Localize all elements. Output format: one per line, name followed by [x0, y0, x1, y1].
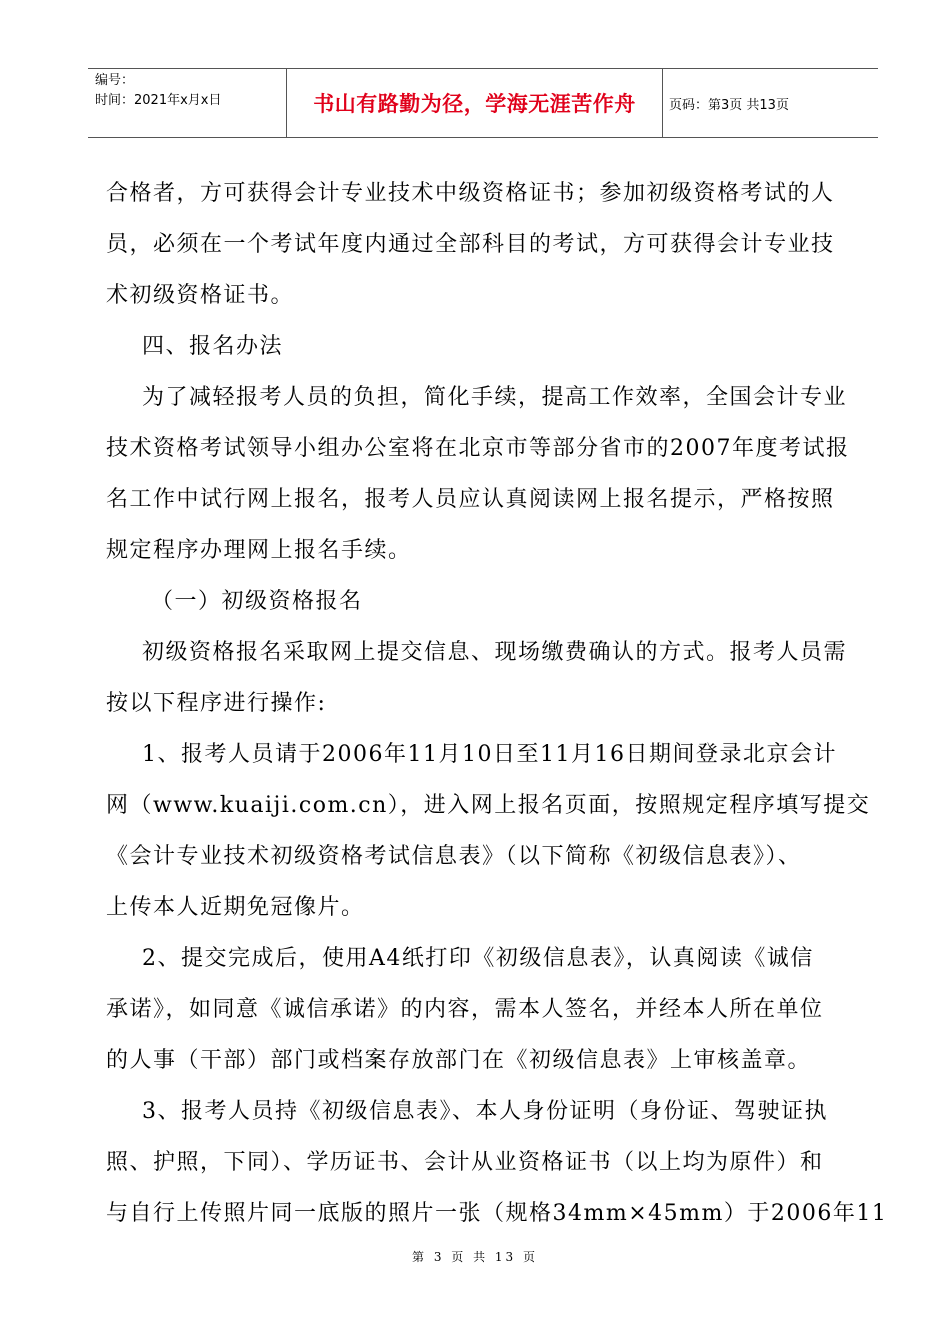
body-line: 技术资格考试领导小组办公室将在北京市等部分省市的2007年度考试报 [106, 436, 850, 461]
body-line: 2、提交完成后，使用A4纸打印《初级信息表》，认真阅读《诚信 [142, 946, 814, 971]
body-line: 1、报考人员请于2006年11月10日至11月16日期间登录北京会计 [142, 742, 837, 767]
body-line: 与自行上传照片同一底版的照片一张（规格34mm×45mm）于2006年11 [106, 1201, 888, 1226]
paragraph-online-registration [106, 372, 866, 576]
header-page-number: 页码：第3页 共13页 [669, 97, 789, 113]
subsection-heading-primary [106, 576, 866, 627]
body-line: 的人事（干部）部门或档案存放部门在《初级信息表》上审核盖章。 [106, 1048, 812, 1073]
document-body [106, 168, 888, 1239]
body-line: 术初级资格证书。 [106, 283, 295, 308]
paragraph-step-3 [106, 1086, 888, 1239]
body-line: 3、报考人员持《初级信息表》、本人身份证明（身份证、驾驶证执 [142, 1099, 828, 1124]
paragraph-step-1 [106, 729, 871, 933]
body-line: 上传本人近期免冠像片。 [106, 895, 365, 920]
header-motto-cell [287, 69, 663, 137]
section-heading-registration [106, 321, 866, 372]
body-line: 合格者，方可获得会计专业技术中级资格证书；参加初级资格考试的人 [106, 181, 835, 206]
body-line: 网（www.kuaiji.com.cn），进入网上报名页面，按照规定程序填写提交 [106, 793, 871, 818]
page-footer: 第 3 页 共 13 页 [412, 1250, 538, 1264]
body-line: 《会计专业技术初级资格考试信息表》（以下简称《初级信息表》）、 [106, 844, 802, 869]
body-line: 名工作中试行网上报名，报考人员应认真阅读网上报名提示，严格按照 [106, 487, 835, 512]
body-line: 按以下程序进行操作: [106, 691, 327, 716]
paragraph-qualification [106, 168, 866, 321]
body-line: 承诺》，如同意《诚信承诺》的内容，需本人签名，并经本人所在单位 [106, 997, 824, 1022]
body-line: 为了减轻报考人员的负担，简化手续，提高工作效率，全国会计专业 [142, 385, 848, 410]
section-heading: 四、报名办法 [142, 334, 284, 359]
paragraph-primary-method [106, 627, 866, 729]
paragraph-step-2 [106, 933, 866, 1086]
document-time-label: 时间：2021年x月x日 [95, 93, 222, 108]
body-line: 初级资格报名采取网上提交信息、现场缴费确认的方式。报考人员需 [142, 640, 848, 665]
subsection-heading: （一）初级资格报名 [151, 589, 363, 614]
body-line: 照、护照，下同）、学历证书、会计从业资格证书（以上均为原件）和 [106, 1150, 824, 1175]
document-number-label: 编号： [95, 73, 135, 88]
header-page-cell [663, 69, 878, 137]
page-header [88, 68, 878, 138]
body-line: 员，必须在一个考试年度内通过全部科目的考试，方可获得会计专业技 [106, 232, 835, 257]
body-line: 规定程序办理网上报名手续。 [106, 538, 412, 563]
header-motto: 书山有路勤为径，学海无涯苦作舟 [313, 92, 636, 116]
header-meta-cell [88, 69, 287, 137]
